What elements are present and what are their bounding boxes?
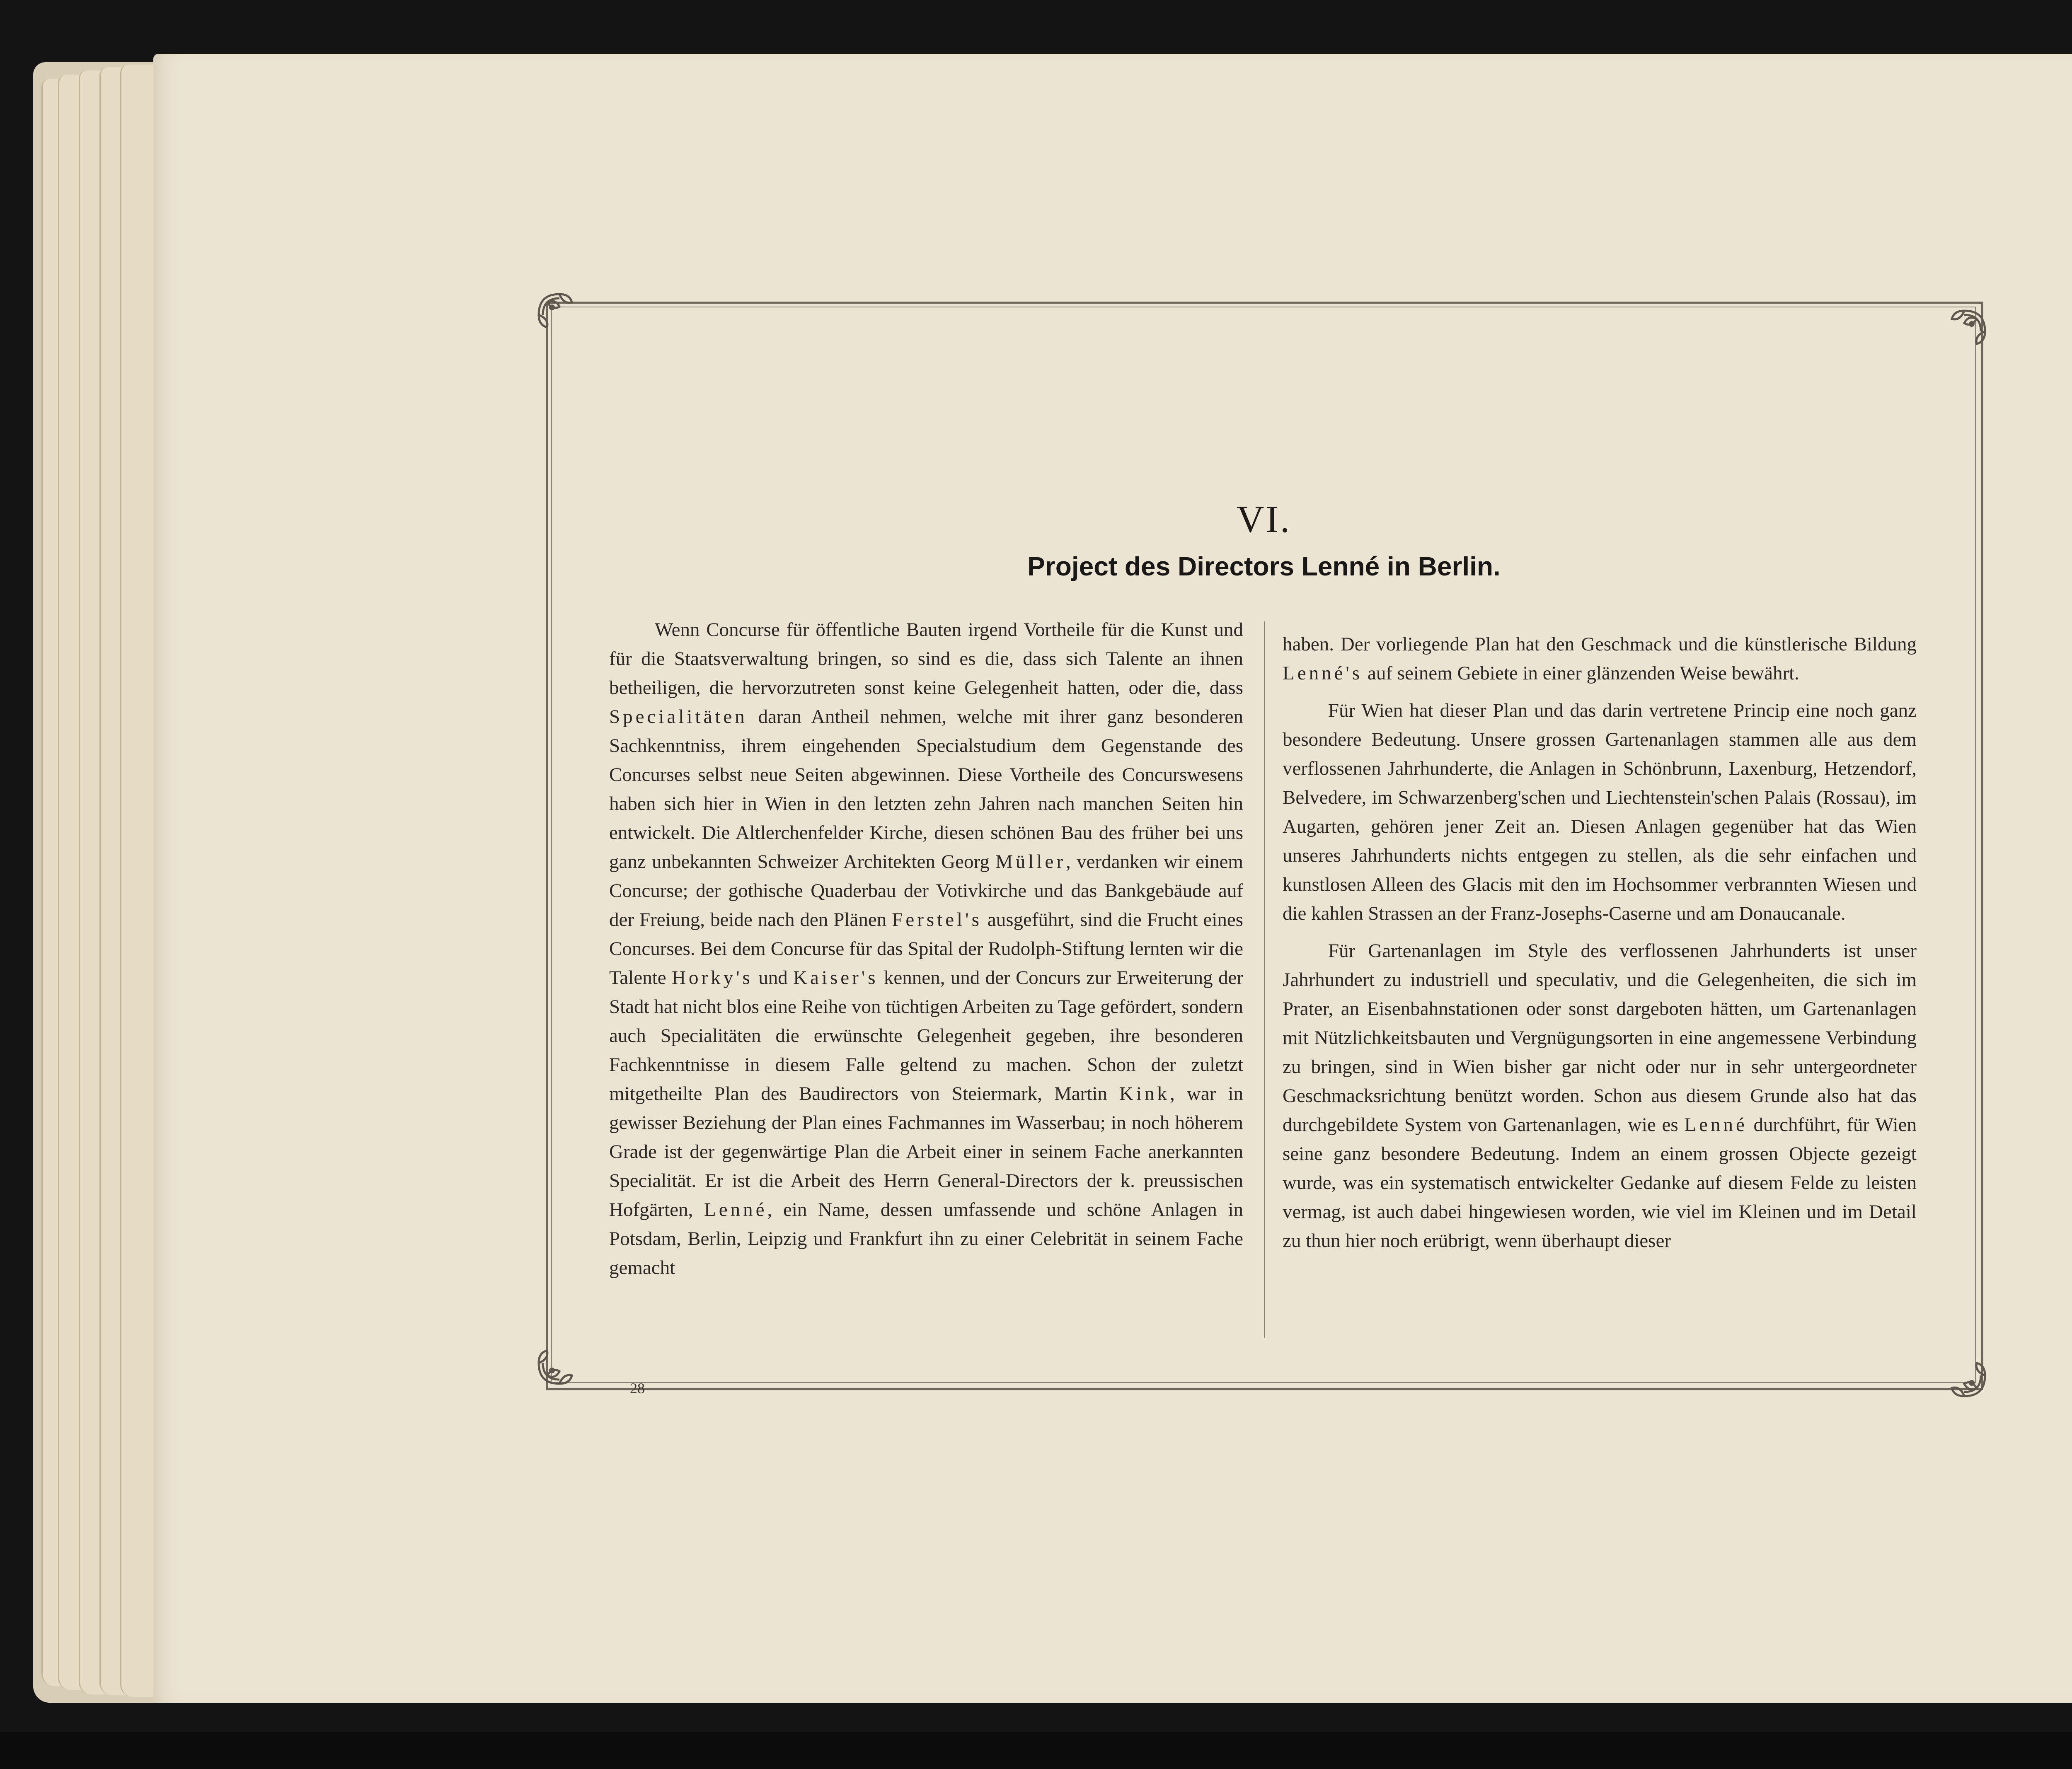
text-run: ausgeführt, sind die Frucht eines Concurses. Bei dem Concurse für das Spital der Rudolph-Stiftung lernten wir die Talente [609,909,1243,988]
page-number: 28 [630,1380,645,1397]
text-run: , verdanken wir einem Concurse; der gothische Quaderbau der Votivkirche und das Bankgebäude auf der Freiung, beide nach den Plänen [609,851,1243,930]
emphasized-text: Müller [995,851,1066,872]
emphasized-text: Ferstel's [892,909,982,930]
paragraph [609,615,1243,1282]
paragraph [1283,630,1917,688]
emphasized-text: Kaiser's [793,967,879,988]
ornament-flourish-icon [535,290,588,344]
ornament-flourish-icon [535,1334,588,1388]
text-run: kennen, und der Concurs zur Erweiterung der Stadt hat nicht blos eine Reihe von tüchtigen Arbeiten zu Tage gefördert, sondern auch Specialitäten die erwünschte Gelegenheit gegeben, ihre besonderen Fachkenntnisse in diesem Falle geltend zu machen. Schon der zuletzt mitgetheilte Plan des Baudirectors von Steiermark, Martin [609,967,1244,1104]
chapter-number: VI. [1236,498,1292,540]
text-run: durchführt, für Wien seine ganz besondere Bedeutung. Indem an einem grossen Objecte gezeigt wurde, was ein systematisch entwickelter Gedanke auf diesem Felde zu leisten vermag, ist auch dabei hingewiesen worden, wie viel im Kleinen und im Detail zu thun hier noch erübrigt, wenn überhaupt dieser [1283,1114,1917,1252]
emphasized-text: Lenné [1684,1114,1748,1136]
emphasized-text: Kink [1119,1083,1170,1104]
text-run: Wenn Concurse für öffentliche Bauten irgend Vortheile für die Kunst und für die Staatsverwaltung bringen, so sind es die, dass sich Talente an ihnen betheiligen, die hervorzutreten sonst keine Gelegenheit hatten, oder die, dass [609,619,1243,698]
text-run: auf seinem Gebiete in einer glänzenden Weise bewährt. [1363,662,1799,684]
text-run: und [753,967,794,988]
text-column-left [609,615,1243,1290]
column-divider [1264,621,1265,1338]
ornament-flourish-icon [1935,307,1989,360]
text-run: Für Gartenanlagen im Style des verflossenen Jahrhunderts ist unser Jahrhundert zu industriell und speculativ, und die Gelegenheiten, die sich im Prater, an Eisenbahnstationen oder sonst dargeboten hätten, um Gartenanlagen mit Nützlichkeitsbauten und Vergnügungsorten in eine angemessene Verbindung zu bringen, sind in Wien bisher gar nicht oder nur in sehr untergeordneter Geschmacksrichtung benützt worden. Schon aus diesem Grunde also hat das durchgebildete System von Gartenanlagen, wie es [1283,940,1917,1136]
text-run: daran Antheil nehmen, welche mit ihrer ganz besonderen Sachkenntniss, ihrem eingehenden Specialstudium dem Gegenstande des Concurses selbst neue Seiten abgewinnen. Diese Vortheile des Concurswesens haben sich hier in Wien in den letzten zehn Jahren nach manchen Seiten hin entwickelt. Die Altlerchenfelder Kirche, diesen schönen Bau des früher bei uns ganz unbekannten Schweizer Architekten Georg [609,706,1243,872]
text-run: , war in gewisser Beziehung der Plan eines Fachmannes im Wasserbau; in noch höherem Grade ist der gegenwärtige Plan die Arbeit einer in seinem Fache anerkannten Specialität. Er ist die Arbeit des Herrn General-Directors der k. preussischen Hofgärten, [609,1083,1243,1220]
ornament-flourish-icon [1935,1346,1989,1400]
text-run: haben. Der vorliegende Plan hat den Geschmack und die künstlerische Bildung [1283,633,1917,655]
emphasized-text: Lenné [704,1199,767,1220]
text-column-right [1283,630,1917,1264]
text-run: , ein Name, dessen umfassende und schöne Anlagen in Potsdam, Berlin, Leipzig und Frankfurt ihn zu einer Celebrität in seinem Fache gemacht [609,1199,1243,1278]
emphasized-text: Lenné's [1283,662,1363,684]
chapter-title: Project des Directors Lenné in Berlin. [1027,551,1501,581]
emphasized-text: Specialitäten [609,706,748,727]
paragraph: Für Wien hat dieser Plan und das darin vertretene Princip eine noch ganz besondere Bedeutung. Unsere grossen Gartenanlagen stammen alle aus dem verflossenen Jahrhunderte, die Anlagen in Schönbrunn, Laxenburg, Hetzendorf, Belvedere, im Schwarzenberg'schen und Liechtenstein'schen Palais (Rossau), im Augarten, gehören jener Zeit an. Diesen Anlagen gegenüber hat das Wien unseres Jahrhunderts nichts entgegen zu stellen, als die sehr einfachen und kunstlosen Alleen des Glacis mit den im Hochsommer verbrannten Wiesen und die kahlen Strassen an der Franz-Josephs-Caserne und am Donaucanale. [1283,700,1917,924]
paragraph [1283,936,1917,1255]
emphasized-text: Horky's [672,967,753,988]
scan-background [0,1732,2072,1769]
